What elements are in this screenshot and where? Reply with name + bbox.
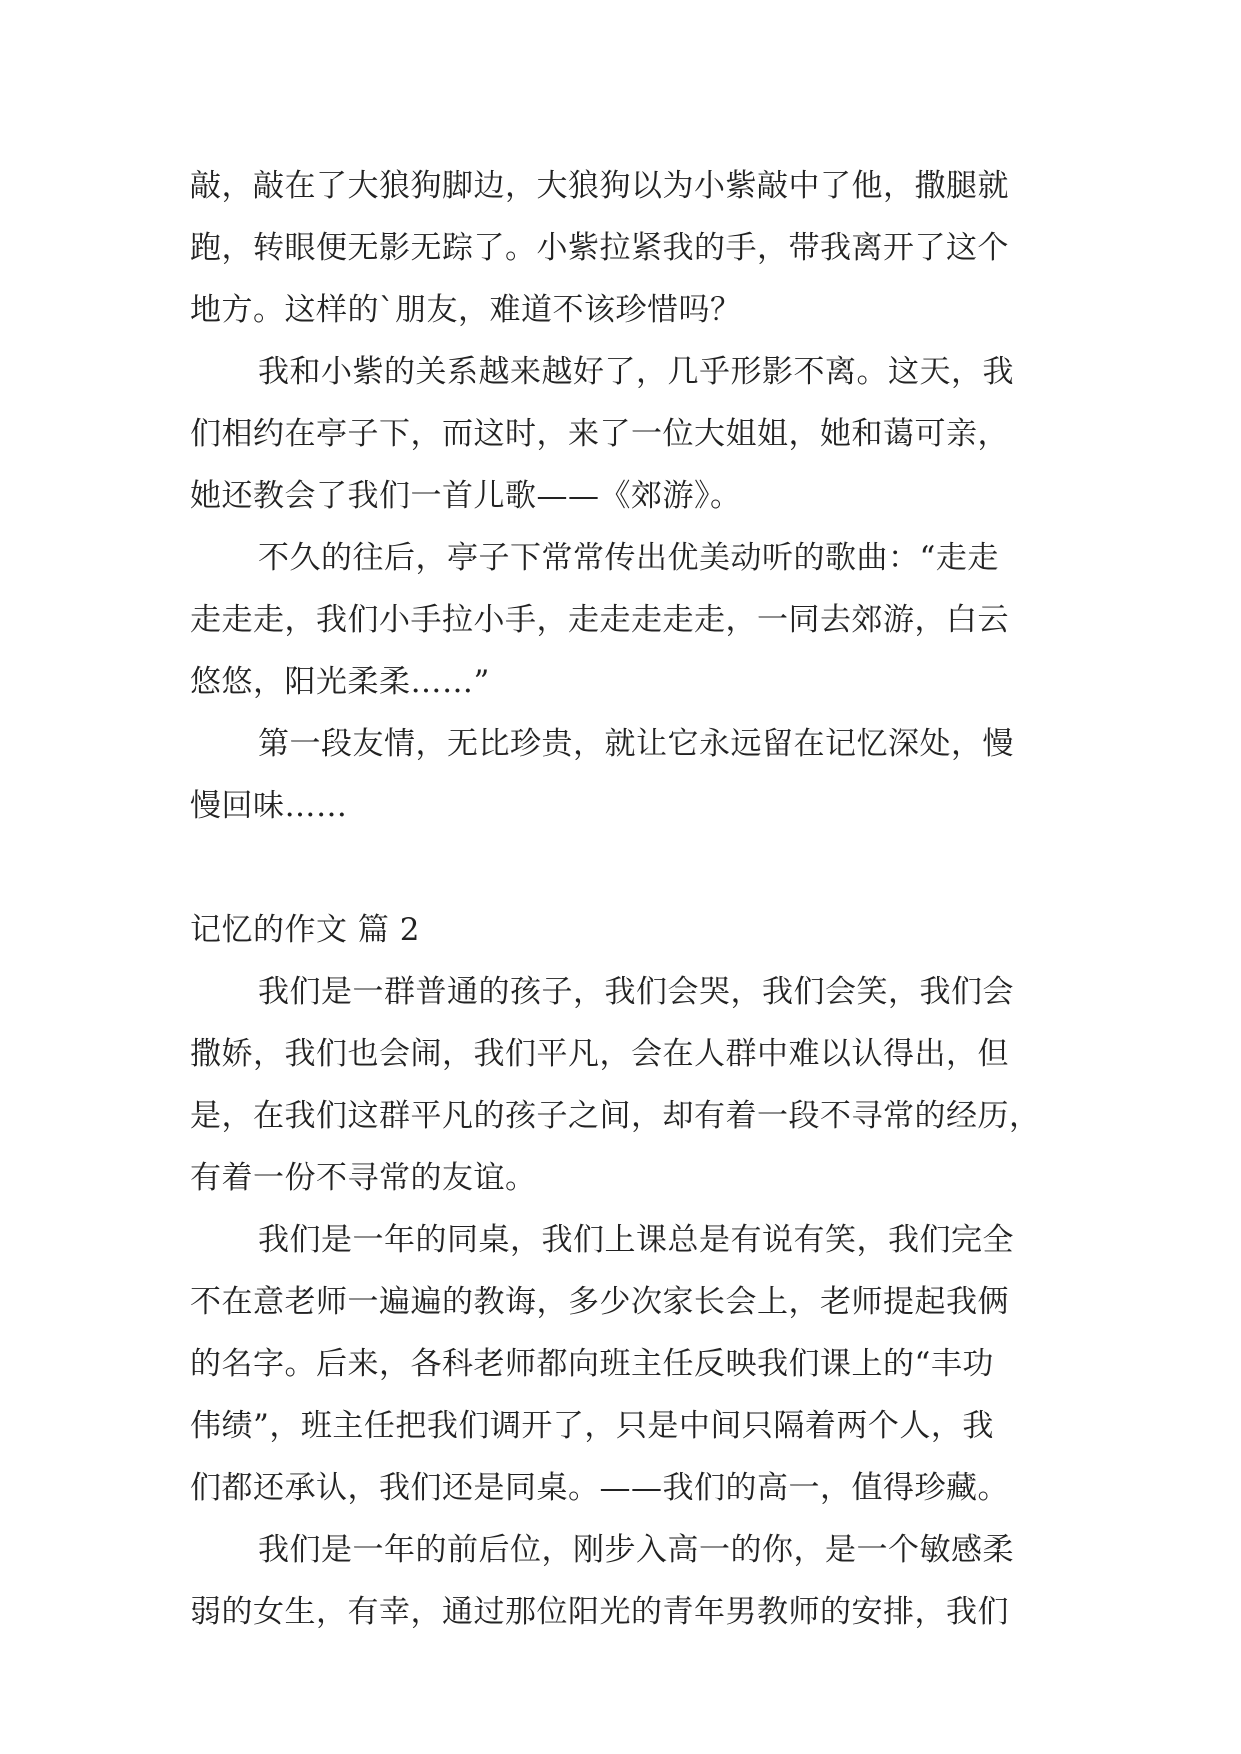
- paragraph-gap: [190, 837, 1090, 899]
- text-line: 撒娇，我们也会闹，我们平凡，会在人群中难以认得出，但: [190, 1036, 1009, 1072]
- text-line: 敲，敲在了大狼狗脚边，大狼狗以为小紫敲中了他，撒腿就: [190, 168, 1009, 204]
- text-line: 跑，转眼便无影无踪了。小紫拉紧我的手，带我离开了这个: [190, 230, 1009, 266]
- paragraph-first-line: 我们是一群普通的孩子，我们会哭，我们会笑，我们会: [258, 974, 1014, 1010]
- text-line: 是，在我们这群平凡的孩子之间，却有着一段不寻常的经历，: [190, 1098, 1041, 1134]
- paragraph-first-line: 我们是一年的同桌，我们上课总是有说有笑，我们完全: [258, 1222, 1014, 1258]
- text-line: 伟绩”，班主任把我们调开了，只是中间只隔着两个人，我: [190, 1408, 994, 1444]
- text-line: 们相约在亭子下，而这时，来了一位大姐姐，她和蔼可亲，: [190, 416, 1009, 452]
- section-heading: 记忆的作文 篇 2: [190, 912, 420, 948]
- text-line: 弱的女生，有幸，通过那位阳光的青年男教师的安排，我们: [190, 1594, 1009, 1630]
- paragraph-first-line: 不久的往后，亭子下常常传出优美动听的歌曲：“走走: [258, 540, 999, 576]
- text-line: 慢回味……: [190, 788, 348, 824]
- text-line: 们都还承认，我们还是同桌。——我们的高一，值得珍藏。: [190, 1470, 1009, 1506]
- text-line: 她还教会了我们一首儿歌——《郊游》。: [190, 478, 742, 514]
- text-line: 有着一份不寻常的友谊。: [190, 1160, 537, 1196]
- paragraph-first-line: 我们是一年的前后位，刚步入高一的你，是一个敏感柔: [258, 1532, 1014, 1568]
- text-line: 的名字。后来，各科老师都向班主任反映我们课上的“丰功: [190, 1346, 994, 1382]
- text-line: 走走走，我们小手拉小手，走走走走走，一同去郊游，白云: [190, 602, 1009, 638]
- text-line: 不在意老师一遍遍的教诲，多少次家长会上，老师提起我俩: [190, 1284, 1009, 1320]
- text-line: 地方。这样的`朋友，难道不该珍惜吗？: [190, 292, 742, 328]
- paragraph-first-line: 第一段友情，无比珍贵，就让它永远留在记忆深处，慢: [258, 726, 1014, 762]
- document-body: [190, 155, 1090, 1643]
- paragraph-first-line: 我和小紫的关系越来越好了，几乎形影不离。这天，我: [258, 354, 1014, 390]
- text-line: 悠悠，阳光柔柔……”: [190, 664, 490, 700]
